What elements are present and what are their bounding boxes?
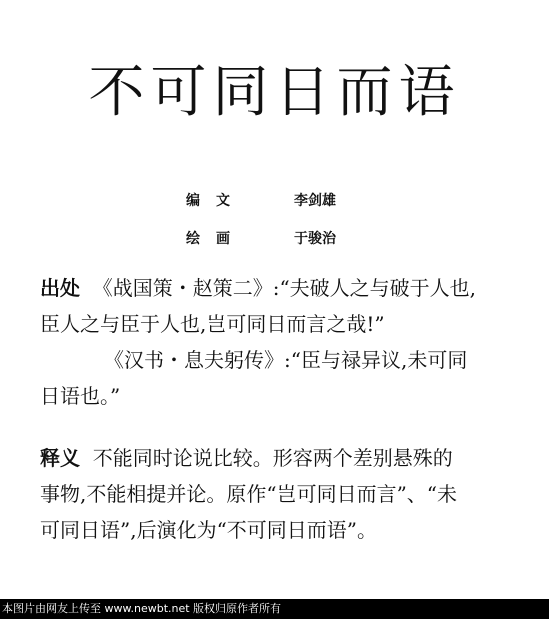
meaning-label: 释义 (40, 446, 80, 470)
meaning-line: 可同日语”,后演化为“不可同日而语”。 (40, 518, 378, 542)
credit-name: 李剑雄 (294, 193, 336, 209)
credit-writer (186, 190, 336, 210)
source-line: 日语也。” (40, 384, 121, 408)
source-text: 《战国策・赵策二》:“夫破人之与破于人也, (92, 276, 477, 300)
meaning-text: 不能同时论说比较。形容两个差别悬殊的 (92, 446, 453, 470)
meaning-section (40, 440, 510, 548)
meaning-line: 事物,不能相提并论。原作“岂可同日而言”、“未 (40, 482, 458, 506)
credit-role: 绘画 (186, 231, 246, 247)
credit-illustrator (186, 228, 336, 248)
credit-role: 编文 (186, 193, 246, 209)
source-section (40, 270, 510, 414)
source-label: 出处 (40, 276, 80, 300)
source-line: 《汉书・息夫躬传》:“臣与禄异议,未可同 (104, 348, 468, 372)
credit-name: 于骏治 (294, 231, 336, 247)
page-title: 不可同日而语 (88, 60, 461, 125)
source-line (40, 270, 510, 306)
meaning-line (40, 440, 510, 476)
watermark-footer: 本图片由网友上传至 www.newbt.net 版权归原作者所有 (0, 599, 549, 619)
source-line: 臣人之与臣于人也,岂可同日而言之哉!” (40, 312, 385, 336)
